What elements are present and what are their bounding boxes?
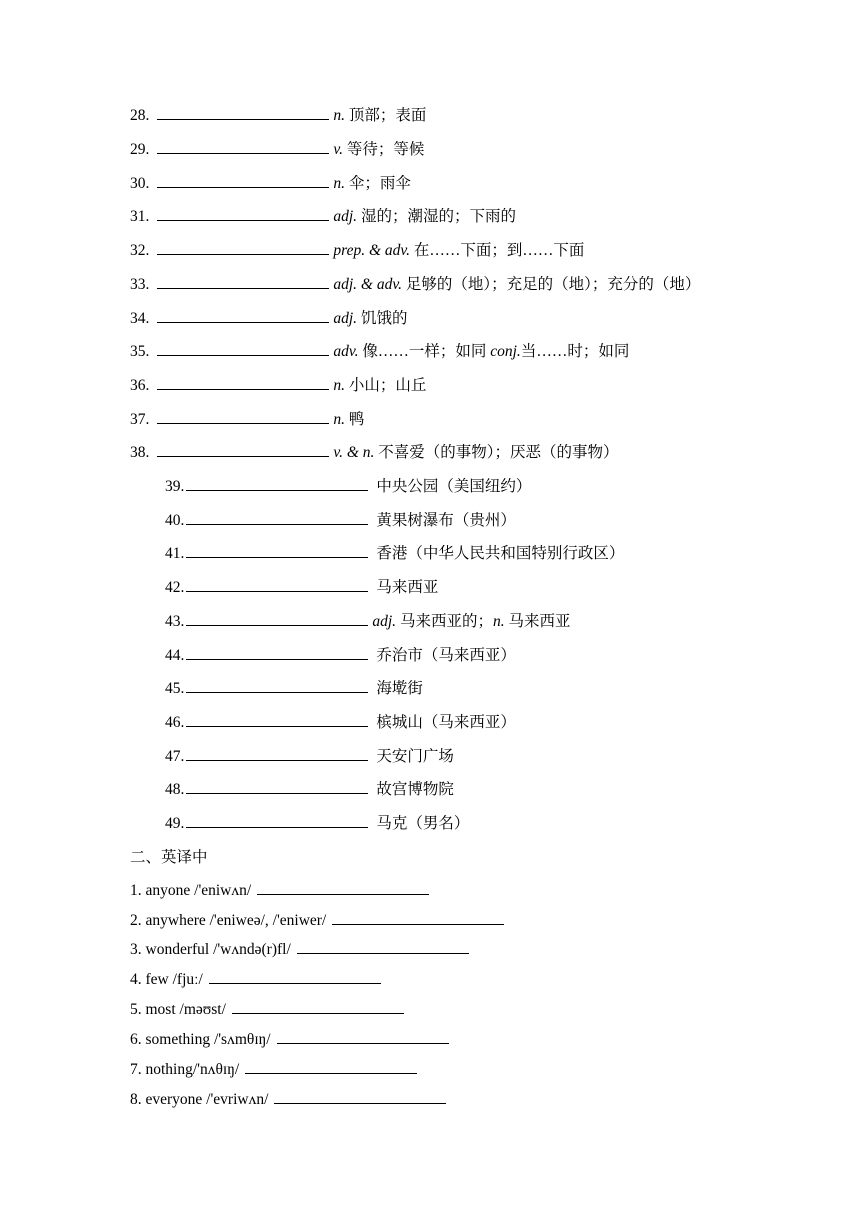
vocab-item-30: 30. n. 伞；雨伞 <box>130 175 411 192</box>
answer-blank[interactable] <box>157 341 329 356</box>
en-item-4: 4. few /fjuː/ <box>130 968 385 992</box>
vocab-item-32: 32. prep. & adv. 在……下面；到……下面 <box>130 242 585 259</box>
vocab-item-28: 28. n. 顶部；表面 <box>130 107 427 124</box>
answer-blank[interactable] <box>257 880 429 895</box>
answer-blank[interactable] <box>157 240 329 255</box>
vocab-item-49: 49. 马克（男名） <box>165 815 470 832</box>
answer-blank[interactable] <box>186 510 368 525</box>
vocab-item-37: 37. n. 鸭 <box>130 411 365 428</box>
vocab-item-45: 45. 海墘街 <box>165 680 423 697</box>
answer-blank[interactable] <box>157 173 329 188</box>
answer-blank[interactable] <box>186 712 368 727</box>
answer-blank[interactable] <box>186 746 368 761</box>
en-item-3: 3. wonderful /'wʌndə(r)fl/ <box>130 938 473 962</box>
vocab-item-39: 39. 中央公园（美国纽约） <box>165 478 532 495</box>
vocab-item-47: 47. 天安门广场 <box>165 748 454 765</box>
answer-blank[interactable] <box>209 969 381 984</box>
answer-blank[interactable] <box>157 442 329 457</box>
en-item-6: 6. something /'sʌmθɪŋ/ <box>130 1028 453 1052</box>
vocab-item-29: 29. v. 等待；等候 <box>130 141 425 158</box>
vocab-item-42: 42. 马来西亚 <box>165 579 439 596</box>
en-item-2: 2. anywhere /'eniweə/, /'eniwer/ <box>130 909 508 933</box>
vocab-item-41: 41. 香港（中华人民共和国特别行政区） <box>165 545 625 562</box>
answer-blank[interactable] <box>186 543 368 558</box>
vocab-item-31: 31. adj. 湿的；潮湿的；下雨的 <box>130 208 516 225</box>
answer-blank[interactable] <box>186 577 368 592</box>
answer-blank[interactable] <box>186 678 368 693</box>
answer-blank[interactable] <box>186 813 368 828</box>
answer-blank[interactable] <box>157 139 329 154</box>
en-item-1: 1. anyone /'eniwʌn/ <box>130 879 433 903</box>
vocab-item-48: 48. 故宫博物院 <box>165 781 454 798</box>
vocab-item-34: 34. adj. 饥饿的 <box>130 310 408 327</box>
answer-blank[interactable] <box>232 999 404 1014</box>
en-item-5: 5. most /məʊst/ <box>130 998 408 1022</box>
answer-blank[interactable] <box>157 375 329 390</box>
answer-blank[interactable] <box>297 939 469 954</box>
vocab-item-46: 46. 槟城山（马来西亚） <box>165 714 516 731</box>
answer-blank[interactable] <box>274 1089 446 1104</box>
vocab-item-33: 33. adj. & adv. 足够的（地）；充足的（地）；充分的（地） <box>130 276 701 293</box>
answer-blank[interactable] <box>332 910 504 925</box>
vocab-item-40: 40. 黄果树瀑布（贵州） <box>165 512 516 529</box>
answer-blank[interactable] <box>186 611 368 626</box>
section-title: 二、英译中 <box>130 849 208 866</box>
en-item-8: 8. everyone /'evriwʌn/ <box>130 1088 450 1112</box>
en-item-7: 7. nothing/'nʌθɪŋ/ <box>130 1058 421 1082</box>
answer-blank[interactable] <box>277 1029 449 1044</box>
answer-blank[interactable] <box>186 476 368 491</box>
answer-blank[interactable] <box>157 308 329 323</box>
answer-blank[interactable] <box>157 206 329 221</box>
answer-blank[interactable] <box>157 274 329 289</box>
vocab-item-38: 38. v. & n. 不喜爱（的事物）；厌恶（的事物） <box>130 444 619 461</box>
vocab-item-44: 44. 乔治市（马来西亚） <box>165 647 516 664</box>
vocab-item-35: 35. adv. 像……一样；如同 conj.当……时；如同 <box>130 343 630 360</box>
vocab-item-36: 36. n. 小山；山丘 <box>130 377 427 394</box>
answer-blank[interactable] <box>186 645 368 660</box>
answer-blank[interactable] <box>157 409 329 424</box>
answer-blank[interactable] <box>245 1059 417 1074</box>
answer-blank[interactable] <box>157 105 329 120</box>
answer-blank[interactable] <box>186 779 368 794</box>
vocab-item-43: 43. adj. 马来西亚的；n. 马来西亚 <box>165 613 571 630</box>
